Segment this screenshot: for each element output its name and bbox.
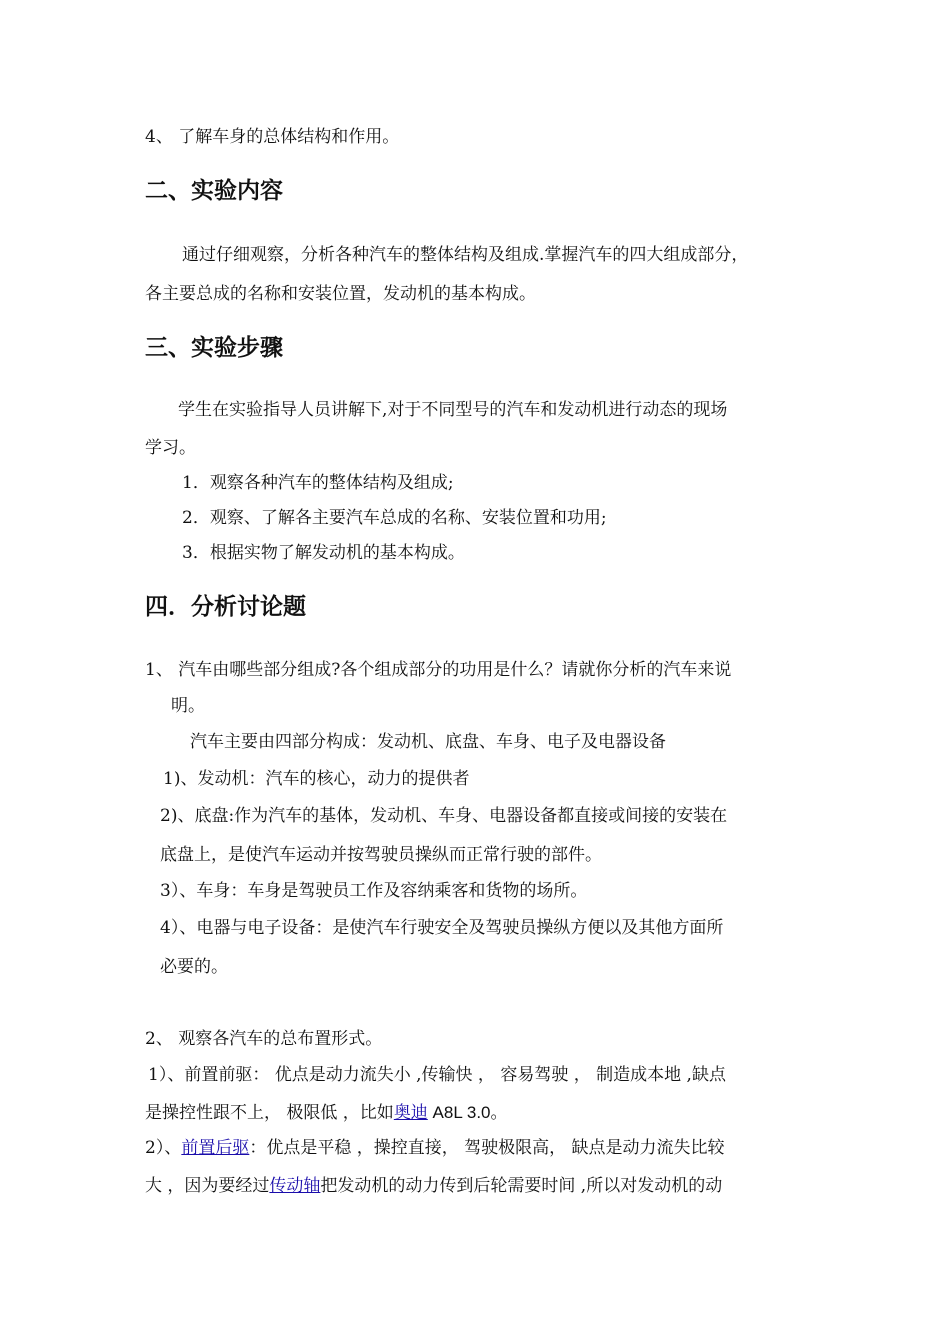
steps-paragraph-line-1: 学生在实验指导人员讲解下,对于不同型号的汽车和发动机进行动态的现场: [178, 400, 728, 420]
question-2-title: 2、 观察各汽车的总布置形式。: [145, 1029, 383, 1049]
step-item-2: 2．观察、了解各主要汽车总成的名称、安装位置和功用;: [182, 508, 607, 528]
answer-1-intro: 汽车主要由四部分构成：发动机、底盘、车身、电子及电器设备: [190, 732, 666, 752]
section-heading-steps: 三、实验步骤: [145, 335, 283, 361]
audi-link[interactable]: 奥迪: [393, 1103, 428, 1123]
audi-model-text: A8L 3.0。: [427, 1103, 508, 1122]
layout-ff-line-1: 1）、前置前驱： 优点是动力流失小 ,传输快 ， 容易驾驶 ， 制造成本地 ,缺点: [148, 1065, 726, 1085]
step-item-3: 3．根据实物了解发动机的基本构成。: [182, 543, 465, 563]
answer-1-electrical-line-1: 4）、电器与电子设备：是使汽车行驶安全及驾驶员操纵方便以及其他方面所: [160, 918, 724, 938]
question-1-line-1: 1、 汽车由哪些部分组成?各个组成部分的功用是什么？请就你分析的汽车来说: [145, 660, 732, 680]
layout-ff-line-2: [145, 1101, 508, 1125]
answer-1-electrical-line-2: 必要的。: [160, 957, 228, 977]
layout-ff-line-2-text: 是操控性跟不上， 极限低 ，比如: [145, 1103, 394, 1123]
answer-1-body: 3）、车身：车身是驾驶员工作及容纳乘客和货物的场所。: [160, 881, 588, 901]
answer-1-chassis-line-1: 2)、底盘:作为汽车的基体，发动机、车身、电器设备都直接或间接的安装在: [160, 806, 728, 826]
layout-fr-line-1: [145, 1136, 725, 1160]
steps-paragraph-line-2: 学习。: [145, 438, 196, 458]
section-heading-discussion: 四．分析讨论题: [145, 594, 306, 620]
layout-fr-line-2-text: 把发动机的动力传到后轮需要时间 ,所以对发动机的动: [320, 1176, 723, 1196]
layout-fr-line-2: [145, 1174, 722, 1198]
drive-shaft-link[interactable]: 传动轴: [269, 1176, 321, 1196]
content-paragraph-line-1: 通过仔细观察，分析各种汽车的整体结构及组成.掌握汽车的四大组成部分，: [182, 245, 749, 265]
layout-fr-line-1-text: ：优点是平稳 ，操控直接， 驾驶极限高， 缺点是动力流失比较: [249, 1138, 725, 1158]
step-item-1: 1．观察各种汽车的整体结构及组成;: [182, 473, 454, 493]
layout-fr-prefix: 2）、: [145, 1138, 182, 1158]
section-heading-content: 二、实验内容: [145, 178, 283, 204]
layout-fr-line-2-prefix: 大 ，因为要经过: [145, 1176, 270, 1196]
answer-1-chassis-line-2: 底盘上，是使汽车运动并按驾驶员操纵而正常行驶的部件。: [160, 845, 602, 865]
content-paragraph-line-2: 各主要总成的名称和安装位置，发动机的基本构成。: [145, 284, 536, 304]
answer-1-engine: 1)、发动机：汽车的核心，动力的提供者: [163, 769, 470, 789]
question-1-line-2: 明。: [171, 696, 205, 716]
objective-item-4: 4、 了解车身的总体结构和作用。: [145, 127, 400, 147]
front-engine-rwd-link[interactable]: 前置后驱: [181, 1138, 250, 1158]
